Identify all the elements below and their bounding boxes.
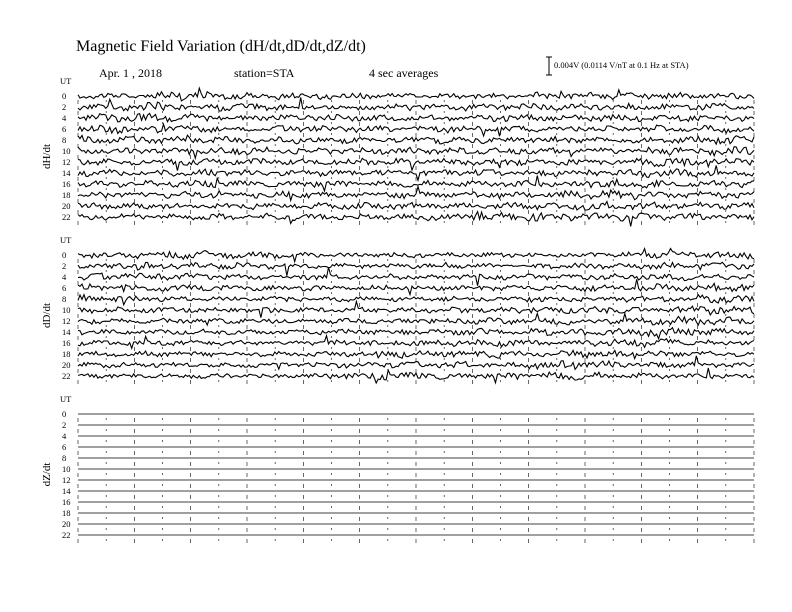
row-label-0-11: 22 (62, 212, 71, 222)
trace-dd-dt-row-10 (78, 356, 754, 370)
row-label-1-6: 12 (62, 316, 71, 326)
row-label-0-2: 4 (62, 113, 67, 123)
row-label-2-4: 8 (62, 453, 67, 463)
row-label-2-2: 4 (62, 431, 67, 441)
row-label-2-3: 6 (62, 442, 67, 452)
row-label-0-7: 14 (62, 168, 71, 178)
chart-title: Magnetic Field Variation (dH/dt,dD/dt,dZ/dt) (76, 38, 366, 55)
row-label-2-10: 20 (62, 519, 71, 529)
trace-dh-dt-row-1 (78, 98, 754, 112)
row-label-2-11: 22 (62, 530, 71, 540)
date-label: Apr. 1 , 2018 (99, 66, 162, 80)
row-label-1-2: 4 (62, 272, 67, 282)
row-label-0-0: 0 (62, 91, 67, 101)
row-label-0-3: 6 (62, 124, 67, 134)
panel-label-dd-dt: dD/dt (41, 302, 53, 329)
row-label-1-5: 10 (62, 305, 71, 315)
row-label-1-4: 8 (62, 294, 67, 304)
row-label-2-0: 0 (62, 409, 67, 419)
row-label-2-8: 16 (62, 497, 71, 507)
row-label-0-8: 16 (62, 179, 71, 189)
trace-dh-dt-row-0 (78, 88, 754, 101)
row-label-0-1: 2 (62, 102, 67, 112)
row-label-2-6: 12 (62, 475, 71, 485)
station-label: station=STA (234, 66, 295, 80)
row-label-1-9: 18 (62, 349, 71, 359)
row-label-2-9: 18 (62, 508, 71, 518)
row-label-1-10: 20 (62, 360, 71, 370)
row-label-1-0: 0 (62, 250, 67, 260)
ut-axis-label-0: UT (60, 76, 72, 86)
row-label-0-9: 18 (62, 190, 71, 200)
row-label-1-7: 14 (62, 327, 71, 337)
trace-dd-dt-row-9 (78, 350, 754, 358)
panel-label-dh-dt: dH/dt (41, 143, 53, 170)
row-label-0-5: 10 (62, 146, 71, 156)
row-label-2-1: 2 (62, 420, 67, 430)
row-label-1-11: 22 (62, 371, 71, 381)
row-label-1-1: 2 (62, 261, 67, 271)
row-label-0-10: 20 (62, 201, 71, 211)
row-label-2-7: 14 (62, 486, 71, 496)
row-label-1-8: 16 (62, 338, 71, 348)
row-label-0-4: 8 (62, 135, 67, 145)
averaging-label: 4 sec averages (369, 66, 439, 80)
row-label-2-5: 10 (62, 464, 71, 474)
row-label-1-3: 6 (62, 283, 67, 293)
row-label-0-6: 12 (62, 157, 71, 167)
scale-bar-label: 0.004V (0.0114 V/nT at 0.1 Hz at STA) (554, 60, 689, 70)
panel-label-dz-dt: dZ/dt (41, 462, 53, 487)
ut-axis-label-1: UT (60, 235, 72, 245)
ut-axis-label-2: UT (60, 394, 72, 404)
